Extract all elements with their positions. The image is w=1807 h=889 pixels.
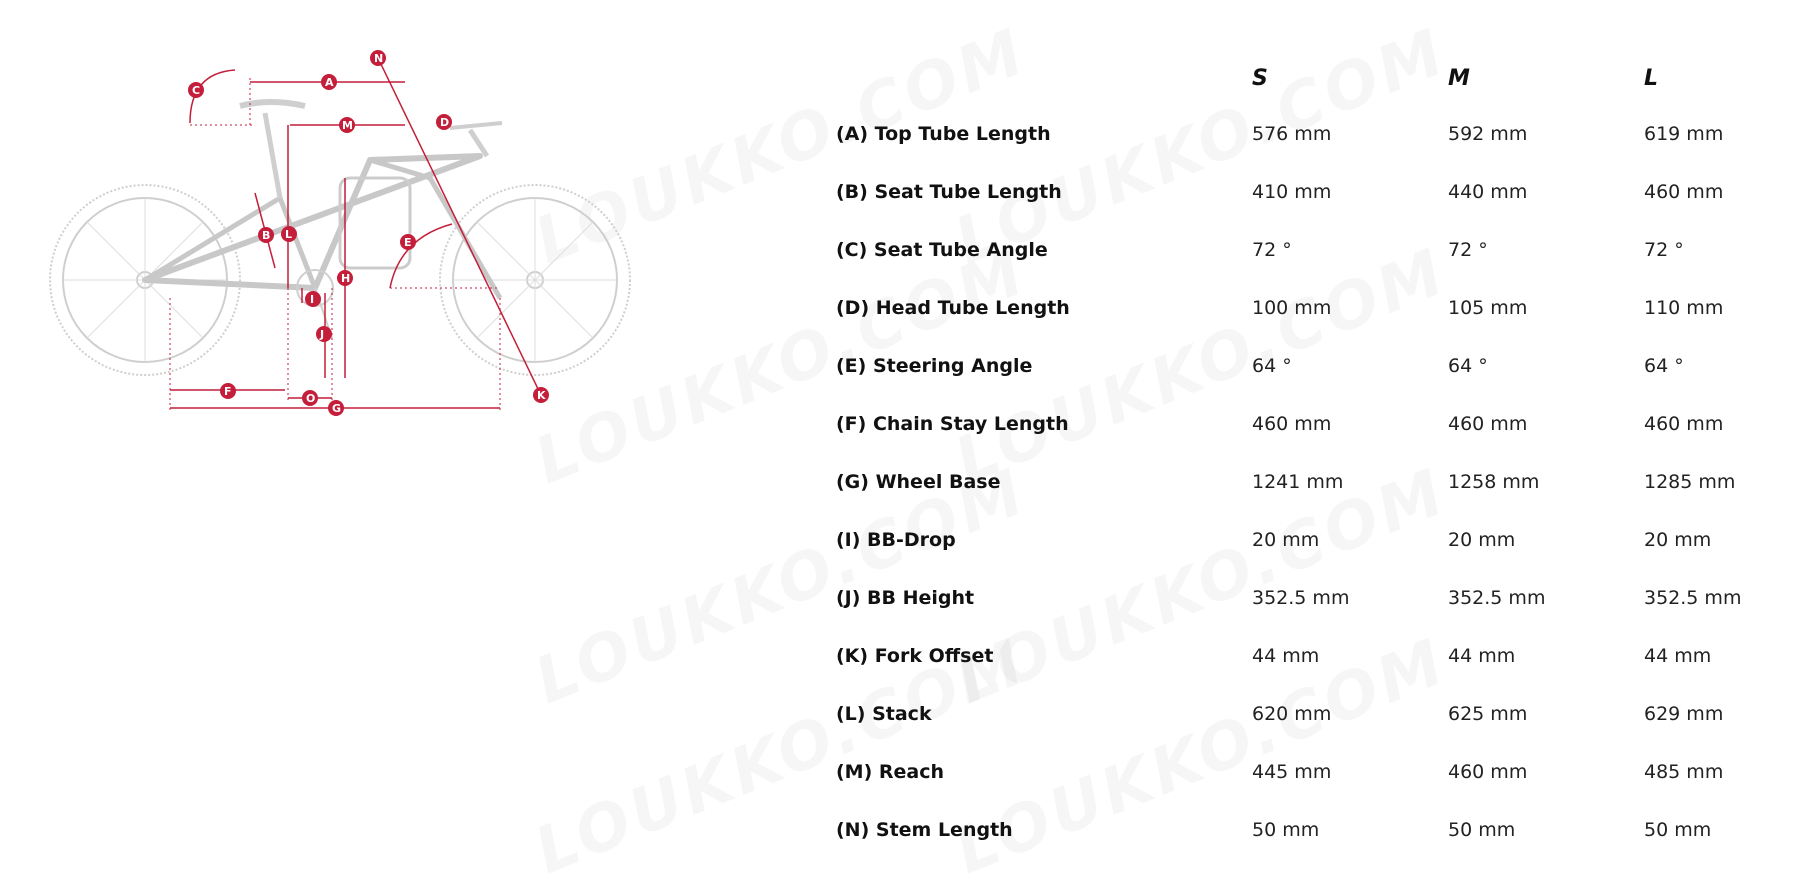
value-m: 64 ° xyxy=(1448,355,1488,377)
row-label: (D) Head Tube Length xyxy=(836,297,1070,319)
svg-text:M: M xyxy=(342,119,353,132)
value-s: 100 mm xyxy=(1252,297,1332,319)
value-m: 352.5 mm xyxy=(1448,587,1546,609)
row-label: (N) Stem Length xyxy=(836,819,1013,841)
value-m: 50 mm xyxy=(1448,819,1516,841)
value-l: 1285 mm xyxy=(1644,471,1736,493)
svg-text:L: L xyxy=(285,228,293,241)
svg-text:O: O xyxy=(306,392,316,405)
marker-h xyxy=(337,270,353,286)
svg-text:I: I xyxy=(310,293,315,306)
size-header-l: L xyxy=(1644,66,1659,91)
row-label: (B) Seat Tube Length xyxy=(836,181,1062,203)
value-m: 44 mm xyxy=(1448,645,1516,667)
svg-text:H: H xyxy=(341,272,351,285)
marker-j xyxy=(316,326,332,342)
marker-i xyxy=(305,291,321,307)
value-l: 64 ° xyxy=(1644,355,1684,377)
value-m: 592 mm xyxy=(1448,123,1528,145)
value-l: 629 mm xyxy=(1644,703,1724,725)
value-l: 460 mm xyxy=(1644,181,1724,203)
dimension-lines xyxy=(170,58,540,413)
size-header-m: M xyxy=(1448,66,1470,91)
svg-text:E: E xyxy=(404,236,412,249)
row-label: (K) Fork Offset xyxy=(836,645,994,667)
value-l: 44 mm xyxy=(1644,645,1712,667)
marker-b xyxy=(258,227,274,243)
value-s: 1241 mm xyxy=(1252,471,1344,493)
watermark xyxy=(945,455,1457,719)
svg-text:A: A xyxy=(325,76,334,89)
marker-a xyxy=(321,74,337,90)
svg-text:J: J xyxy=(320,328,325,341)
marker-n xyxy=(370,50,386,66)
value-l: 460 mm xyxy=(1644,413,1724,435)
value-l: 110 mm xyxy=(1644,297,1724,319)
row-label: (I) BB-Drop xyxy=(836,529,956,551)
value-m: 460 mm xyxy=(1448,761,1528,783)
size-header-s: S xyxy=(1252,66,1268,91)
bike-geometry-diagram xyxy=(40,48,640,478)
marker-d xyxy=(436,114,452,130)
row-label: (A) Top Tube Length xyxy=(836,123,1051,145)
marker-m xyxy=(339,117,355,133)
value-l: 352.5 mm xyxy=(1644,587,1742,609)
value-s: 50 mm xyxy=(1252,819,1320,841)
value-l: 20 mm xyxy=(1644,529,1712,551)
value-s: 352.5 mm xyxy=(1252,587,1350,609)
value-s: 576 mm xyxy=(1252,123,1332,145)
value-s: 445 mm xyxy=(1252,761,1332,783)
value-l: 50 mm xyxy=(1644,819,1712,841)
value-l: 619 mm xyxy=(1644,123,1724,145)
value-m: 105 mm xyxy=(1448,297,1528,319)
value-m: 460 mm xyxy=(1448,413,1528,435)
value-m: 440 mm xyxy=(1448,181,1528,203)
value-m: 625 mm xyxy=(1448,703,1528,725)
marker-e xyxy=(400,234,416,250)
marker-g xyxy=(328,400,344,416)
row-label: (L) Stack xyxy=(836,703,932,725)
value-s: 620 mm xyxy=(1252,703,1332,725)
row-label: (M) Reach xyxy=(836,761,945,783)
row-label: (J) BB Height xyxy=(836,587,975,609)
svg-text:K: K xyxy=(537,389,546,402)
value-s: 72 ° xyxy=(1252,239,1292,261)
watermark xyxy=(945,625,1457,889)
value-m: 20 mm xyxy=(1448,529,1516,551)
row-label: (C) Seat Tube Angle xyxy=(836,239,1048,261)
bike-geometry-svg xyxy=(40,48,640,478)
value-l: 485 mm xyxy=(1644,761,1724,783)
svg-text:B: B xyxy=(262,229,271,242)
row-label: (E) Steering Angle xyxy=(836,355,1033,377)
row-label: (F) Chain Stay Length xyxy=(836,413,1069,435)
svg-text:G: G xyxy=(332,402,342,415)
value-s: 44 mm xyxy=(1252,645,1320,667)
bike-illustration xyxy=(50,102,630,375)
marker-o xyxy=(302,390,318,406)
svg-text:F: F xyxy=(224,385,232,398)
row-label: (G) Wheel Base xyxy=(836,471,1001,493)
svg-text:D: D xyxy=(440,116,450,129)
value-s: 410 mm xyxy=(1252,181,1332,203)
value-m: 72 ° xyxy=(1448,239,1488,261)
value-s: 20 mm xyxy=(1252,529,1320,551)
value-s: 460 mm xyxy=(1252,413,1332,435)
marker-k xyxy=(533,387,549,403)
marker-c xyxy=(188,82,204,98)
svg-text:N: N xyxy=(374,52,384,65)
value-s: 64 ° xyxy=(1252,355,1292,377)
value-m: 1258 mm xyxy=(1448,471,1540,493)
svg-text:C: C xyxy=(192,84,201,97)
marker-f xyxy=(220,383,236,399)
marker-l xyxy=(281,226,297,242)
value-l: 72 ° xyxy=(1644,239,1684,261)
